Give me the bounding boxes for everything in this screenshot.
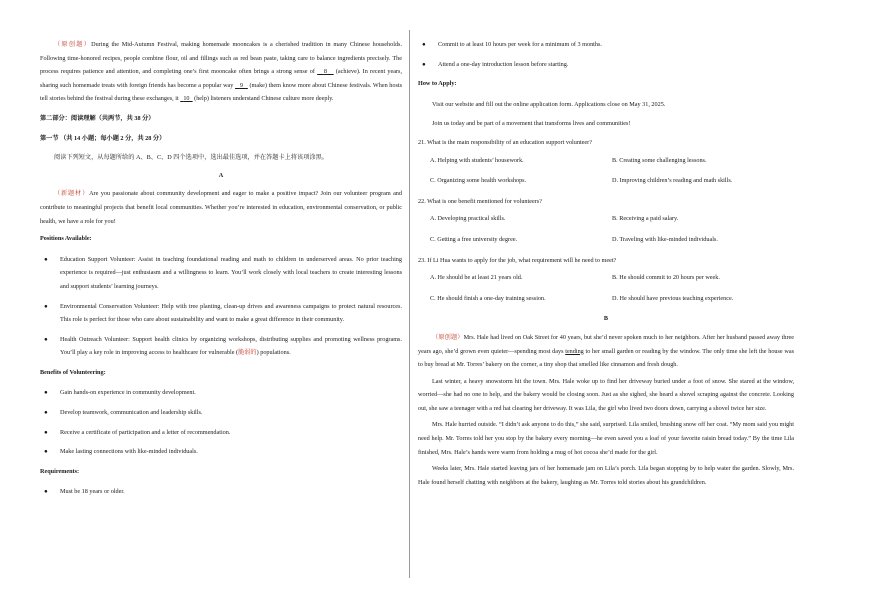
bullet-icon: ● xyxy=(44,302,48,310)
blank-9[interactable]: 9 xyxy=(239,81,243,89)
list-item: ● Make lasting connections with like-minded individuals. xyxy=(40,445,402,459)
blank-10[interactable]: 10 xyxy=(183,95,190,103)
new-topic-tag: （新题材） xyxy=(54,190,90,198)
list-item: ● Must be 18 years or older. xyxy=(40,485,402,499)
list-item: ● Develop teamwork, communication and leadership skills. xyxy=(40,406,402,420)
passage-b-paragraph: Mrs. Hale hurried outside. “I didn’t ask anyone to do this,” she said, surprised. Lila smiled, brushing snow off her coat. “My mom said you might need help. Mr. Torres told her you stop by the bakery every morning—he even saved you a loaf of your favorite raisin bread today.” By the time Lila finished, Mrs. Hale’s hands were warm from holding a mug of hot cocoa she’d made for the girl. xyxy=(418,421,794,456)
list-item: ● Commit to at least 10 hours per week for a minimum of 3 months. xyxy=(418,38,794,52)
list-item: ● Environmental Conservation Volunteer: Help with tree planting, clean-up drives and awareness campaigns to protect natural resources. This role is perfect for those who care about sustainability and want to make a great difference in their community. xyxy=(40,300,402,327)
options-row xyxy=(418,174,794,188)
option-b[interactable]: B. Creating some challenging lessons. xyxy=(612,156,707,164)
option-a[interactable]: A. He should be at least 21 years old. xyxy=(430,274,523,282)
bullet-icon: ● xyxy=(44,255,48,263)
positions-heading: Positions Available: xyxy=(40,235,92,243)
bullet-icon: ● xyxy=(44,448,48,456)
options-row xyxy=(418,212,794,226)
column-divider xyxy=(409,30,410,578)
part-two-heading: 第二部分：阅读理解（共两节，共 38 分） xyxy=(40,114,155,122)
option-d[interactable]: D. Improving children’s reading and math skills. xyxy=(612,177,733,185)
left-column xyxy=(40,38,402,505)
benefits-heading: Benefits of Volunteering: xyxy=(40,368,106,376)
option-a[interactable]: A. Helping with students’ housework. xyxy=(430,156,524,164)
original-question-tag: （原创题） xyxy=(432,333,464,341)
section-one-heading: 第一节 （共 14 小题；每小题 2 分，共 28 分） xyxy=(40,134,166,142)
question-22: 22. What is one benefit mentioned for volunteers? xyxy=(418,197,542,205)
bullet-icon: ● xyxy=(44,428,48,436)
option-d[interactable]: D. He should have previous teaching experience. xyxy=(612,294,734,302)
passage-b-paragraph: （原创题）Mrs. Hale had lived on Oak Street for 40 years, but she’d never spoken much to her neighbors. After her husband passed away three years ago, she’d grown even quieter—spending most days tending to her small garden or reading by the window. The only time she left the house was to buy bread at Mr. Torres’ bakery on the corner, a tiny shop that smelled like cinnamon and fresh dough. xyxy=(418,333,795,369)
option-c[interactable]: C. He should finish a one-day training session. xyxy=(430,294,546,302)
grammar-passage: （原创题）During the Mid-Autumn Festival, making homemade mooncakes is a cherished tradition in many Chinese households. Following time-honored recipes, people combine flour, oil and fillings such as red bean paste, taking care to balance ingredients precisely. The process requires patience and attention, and completing one’s first mooncake often brings a strong sense of 8 (achieve). In recent years, sharing such homemade treats with foreign friends has become a popular way 9 (make) them know more about Chinese festivals. When hosts tell stories behind the festival during these exchanges, it 10 (help) listeners understand Chinese culture more deeply. xyxy=(40,41,403,103)
list-item: ● Attend a one-day introduction lesson before starting. xyxy=(418,58,794,72)
question-21: 21. What is the main responsibility of an education support volunteer? xyxy=(418,138,592,146)
bullet-icon: ● xyxy=(422,41,426,48)
passage-b-paragraph: Last winter, a heavy snowstorm hit the town. Mrs. Hale woke up to find her driveway buried under a foot of snow. She stared at the window, worried—she had no one to help, and the bakery would be closing soon. Just as she sighed, she heard a shovel scraping against the concrete. Looking out, she saw a teenager with a red hat clearing her driveway. It was Lila, the girl who lived two doors down, carrying a shovel twice her size. xyxy=(418,377,794,412)
original-question-tag: （原创题） xyxy=(54,41,92,48)
underlined-word: tending xyxy=(565,347,584,355)
right-column xyxy=(418,38,794,492)
question-23: 23. If Li Hua wants to apply for the job, what requirement will he need to meet? xyxy=(418,256,617,264)
list-item: ● Health Outreach Volunteer: Support health clinics by organizing workshops, distributing supplies and promoting wellness programs. You’ll play a key role in improving access to healthcare for vulnerable (脆弱的) populations. xyxy=(40,333,402,360)
option-c[interactable]: C. Getting a free university degree. xyxy=(430,235,518,243)
apply-text: Visit our website and fill out the online application form. Applications close on May 31, 2025. xyxy=(432,100,666,108)
list-item: ● Gain hands-on experience in community development. xyxy=(40,386,402,400)
bullet-icon: ● xyxy=(44,335,48,343)
bullet-icon: ● xyxy=(44,389,48,397)
options-row xyxy=(418,233,794,247)
gloss-annotation: 脆弱的 xyxy=(238,349,257,357)
passage-a-label: A xyxy=(218,171,224,179)
blank-8[interactable]: 8 xyxy=(323,68,327,76)
option-a[interactable]: A. Developing practical skills. xyxy=(430,215,506,223)
passage-a-intro: （新题材）Are you passionate about community development and eager to make a positive impact? Join our volunteer program and contribute to meaningful projects that benefit local communities. Whether you’re interested in education, environmental conservation, or public health, we have a role for you! xyxy=(40,190,402,225)
bullet-icon: ● xyxy=(44,409,48,417)
options-row xyxy=(418,292,794,306)
apply-closing: Join us today and be part of a movement that transforms lives and communities! xyxy=(432,120,631,128)
bullet-icon: ● xyxy=(422,60,426,68)
option-d[interactable]: D. Traveling with like-minded individuals. xyxy=(612,235,718,243)
option-b[interactable]: B. Receiving a paid salary. xyxy=(612,215,679,223)
list-item: ● Education Support Volunteer: Assist in teaching foundational reading and math to children in underserved areas. No prior teaching experience is required—just enthusiasm and a willingness to learn. You’ll work closely with local teachers to create interesting lessons and support students’ learning journeys. xyxy=(40,253,402,294)
passage-b-paragraph: Weeks later, Mrs. Hale started leaving jars of her homemade jam on Lila’s porch. Lila began stopping by to help water the garden. Slowly, Mrs. Hale found herself chatting with neighbors at the bakery, laughing as Mr. Torres told stories about his grandchildren. xyxy=(418,465,794,486)
options-row xyxy=(418,154,794,168)
requirements-heading: Requirements: xyxy=(40,467,80,475)
options-row xyxy=(418,271,794,285)
passage-b-label: B xyxy=(603,315,609,323)
option-c[interactable]: C. Organizing some health workshops. xyxy=(430,177,527,185)
bullet-icon: ● xyxy=(44,488,48,496)
instructions: 阅读下列短文，从每题所给的 A、B、C、D 四个选项中，选出最佳选项，并在答题卡上将该项涂黑。 xyxy=(54,154,328,162)
apply-heading: How to Apply: xyxy=(418,80,457,88)
list-item: ● Receive a certificate of participation and a letter of recommendation. xyxy=(40,426,402,440)
option-b[interactable]: B. He should commit to 20 hours per week. xyxy=(612,274,720,282)
